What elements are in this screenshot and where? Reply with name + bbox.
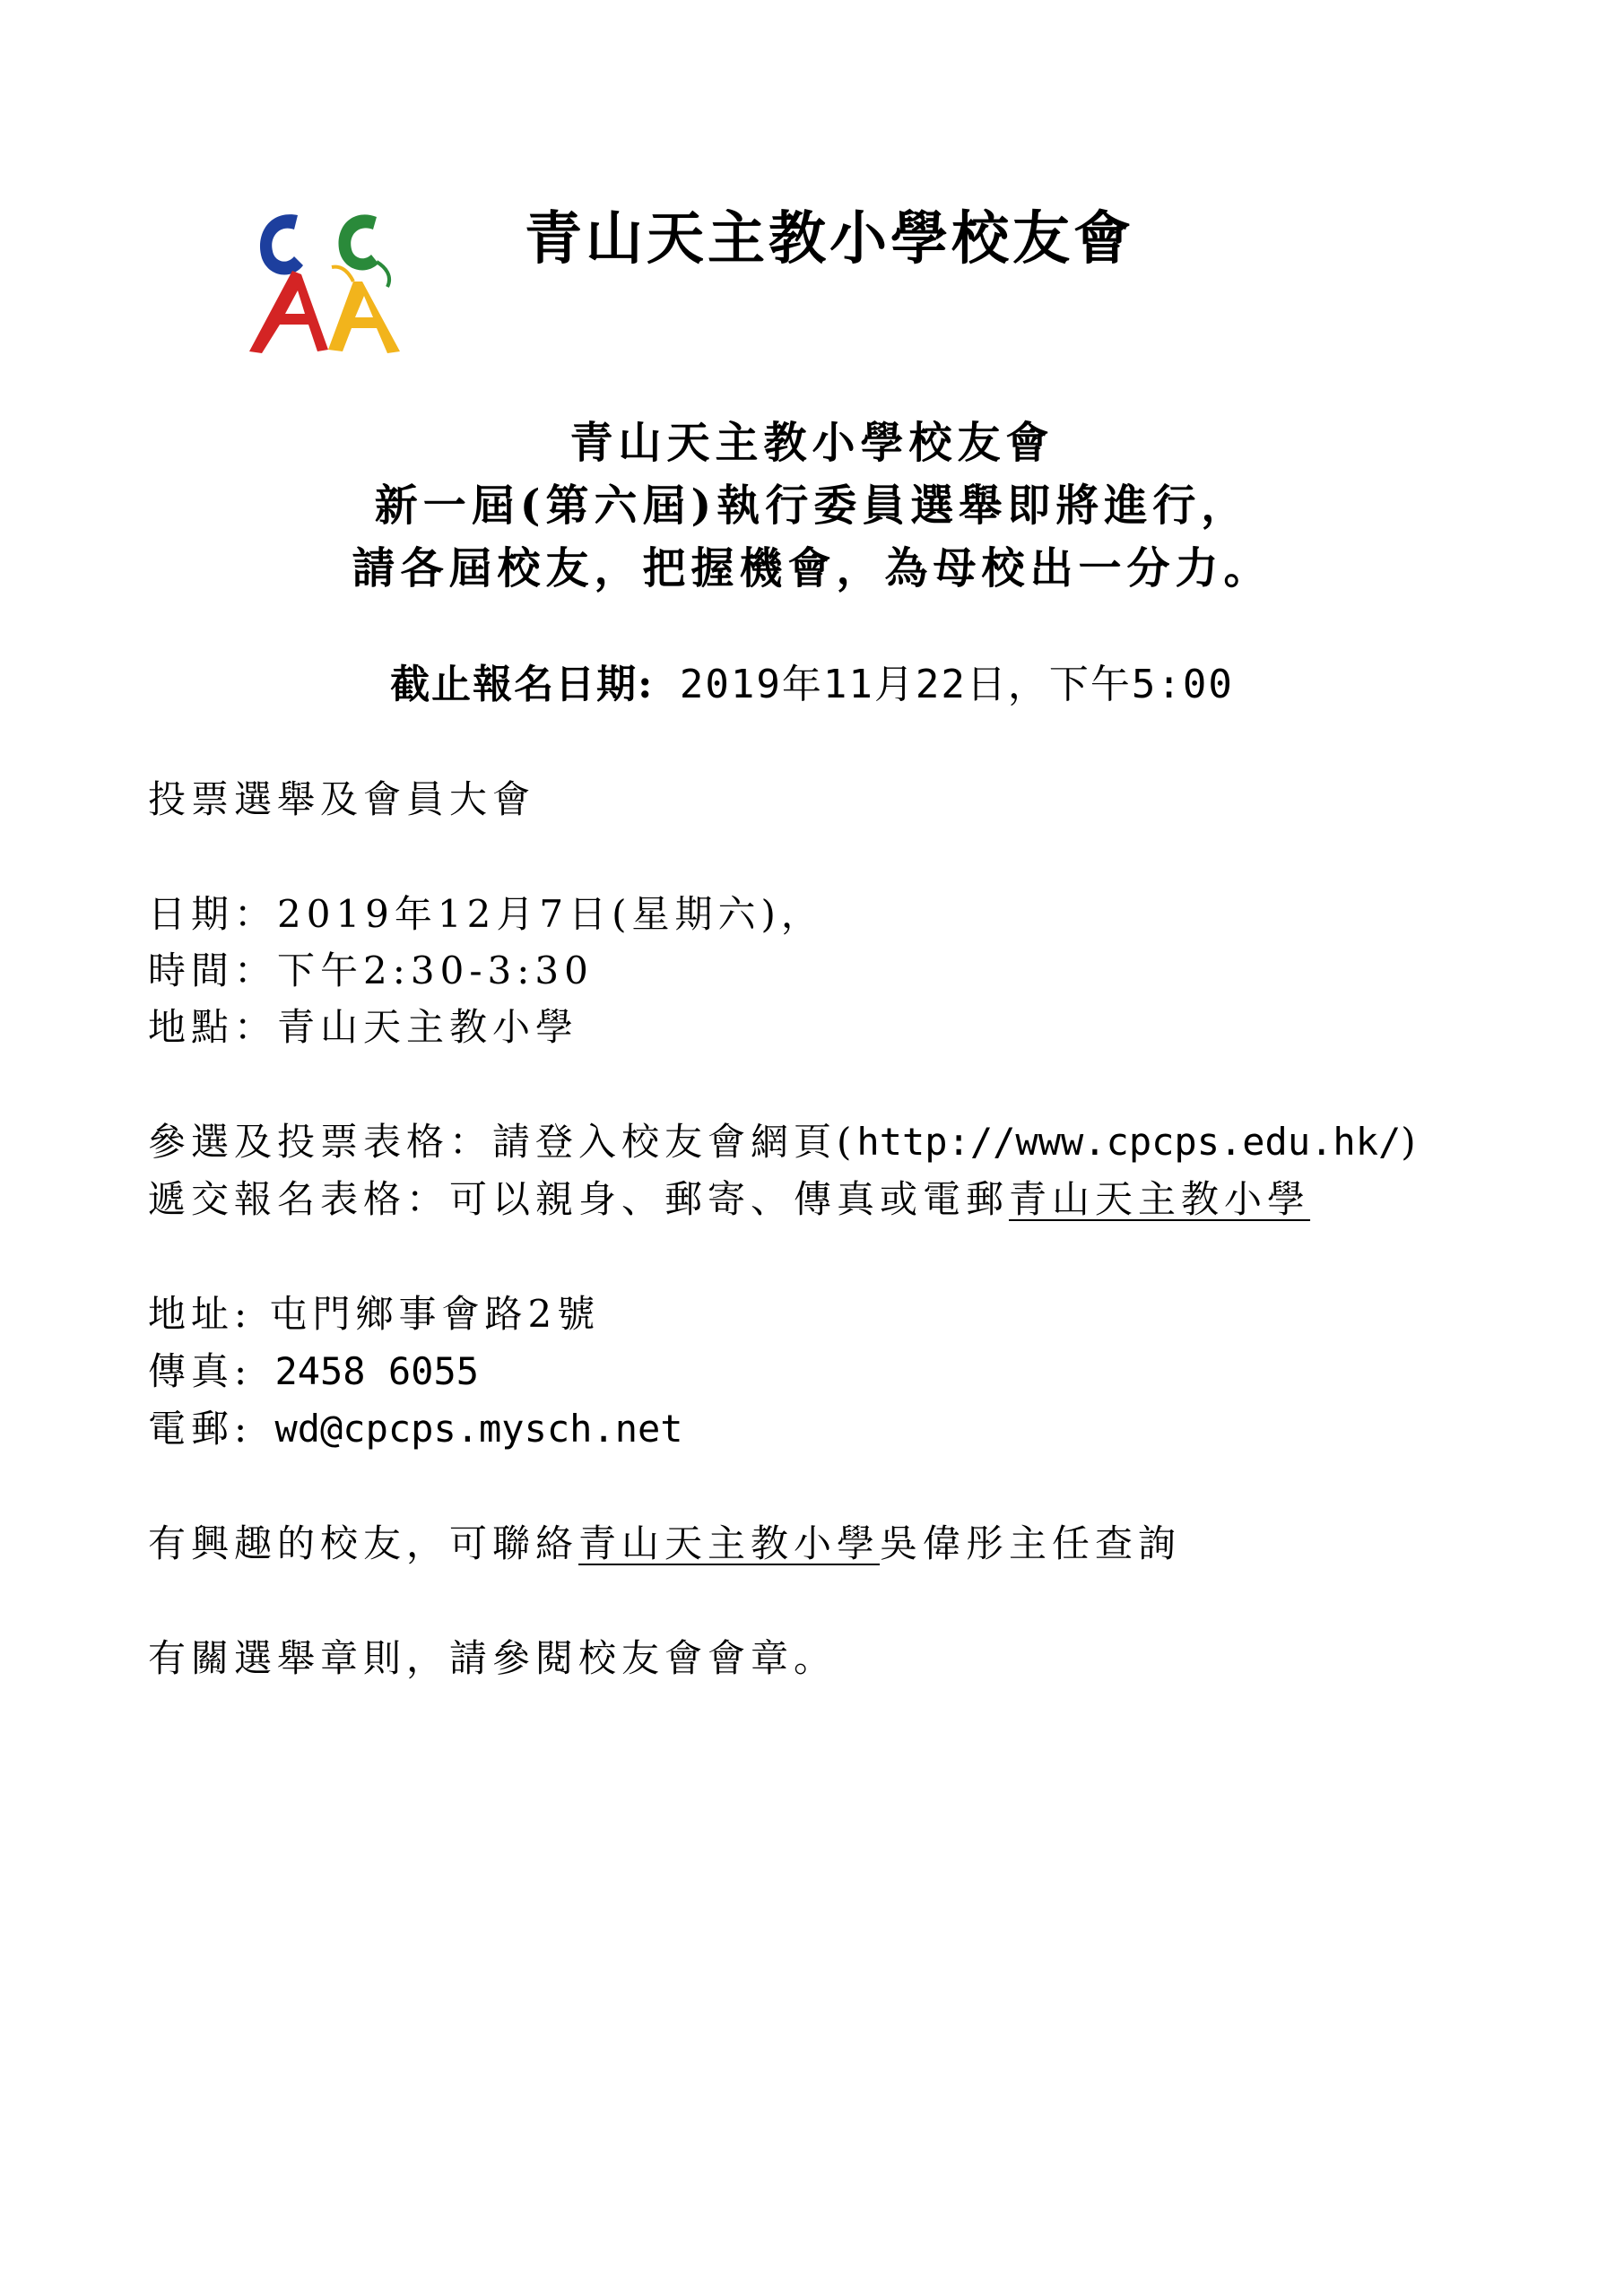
meeting-time xyxy=(148,944,594,998)
logo-green-c xyxy=(338,214,378,270)
submit-text: 可以親身、郵寄、傳真或電郵 xyxy=(449,1177,1010,1221)
org-title: 青山天主教小學校友會 xyxy=(525,205,1134,273)
form-url-link[interactable]: http://www.cpcps.edu.hk/ xyxy=(856,1120,1402,1164)
submit-school-link[interactable]: 青山天主教小學 xyxy=(1009,1177,1311,1221)
enquiry-after: 吳偉彤主任查詢 xyxy=(880,1521,1182,1565)
headline-line-1: 青山天主教小學校友會 xyxy=(569,418,1055,468)
time-value: 下午2:30-3:30 xyxy=(277,949,594,992)
email-label: 電郵: xyxy=(148,1407,253,1451)
deadline xyxy=(0,656,1624,714)
address-label: 地址: xyxy=(148,1292,253,1336)
deadline-value: 2019年11月22日，下午5:00 xyxy=(654,662,1234,707)
fax-value: 2458 6055 xyxy=(252,1349,480,1393)
place-value: 青山天主教小學 xyxy=(277,1005,579,1049)
submit-info xyxy=(148,1173,1310,1226)
contact-fax xyxy=(148,1345,479,1399)
headline-line-2: 新一屆(第六屆)執行委員選舉即將進行， xyxy=(374,481,1250,531)
date-label: 日期： xyxy=(148,892,278,936)
date-value: 2019年12月7日(星期六)， xyxy=(277,892,824,936)
form-info xyxy=(148,1115,1421,1169)
deadline-label: 截止報名日期: xyxy=(390,662,655,707)
time-label: 時間： xyxy=(148,949,278,992)
contact-address xyxy=(148,1287,600,1341)
headline-line-3: 請各屆校友，把握機會，為母校出一分力。 xyxy=(352,543,1272,593)
email-value[interactable]: wd@cpcps.mysch.net xyxy=(252,1407,683,1451)
form-text: 請登入校友會網頁( xyxy=(492,1120,857,1164)
logo-blue-c xyxy=(260,214,303,274)
enquiry xyxy=(148,1517,1181,1571)
meeting-place xyxy=(148,1001,578,1054)
form-close: ) xyxy=(1401,1120,1421,1164)
logo-yellow-a xyxy=(328,282,400,353)
submit-label: 遞交報名表格： xyxy=(148,1177,450,1221)
enquiry-before: 有興趣的校友，可聯絡 xyxy=(148,1521,579,1565)
fax-label: 傳真: xyxy=(148,1349,253,1393)
place-label: 地點： xyxy=(148,1005,278,1049)
form-label: 參選及投票表格： xyxy=(148,1120,493,1164)
enquiry-school-link[interactable]: 青山天主教小學 xyxy=(578,1521,881,1565)
ccaa-logo xyxy=(242,199,413,360)
rules-note: 有關選舉章則，請參閱校友會會章。 xyxy=(148,1636,838,1680)
contact-email xyxy=(148,1402,683,1456)
meeting-date xyxy=(148,888,824,941)
logo-red-a xyxy=(249,271,328,353)
address-value: 屯門鄉事會路2號 xyxy=(252,1292,601,1336)
meeting-title: 投票選舉及會員大會 xyxy=(148,777,536,821)
